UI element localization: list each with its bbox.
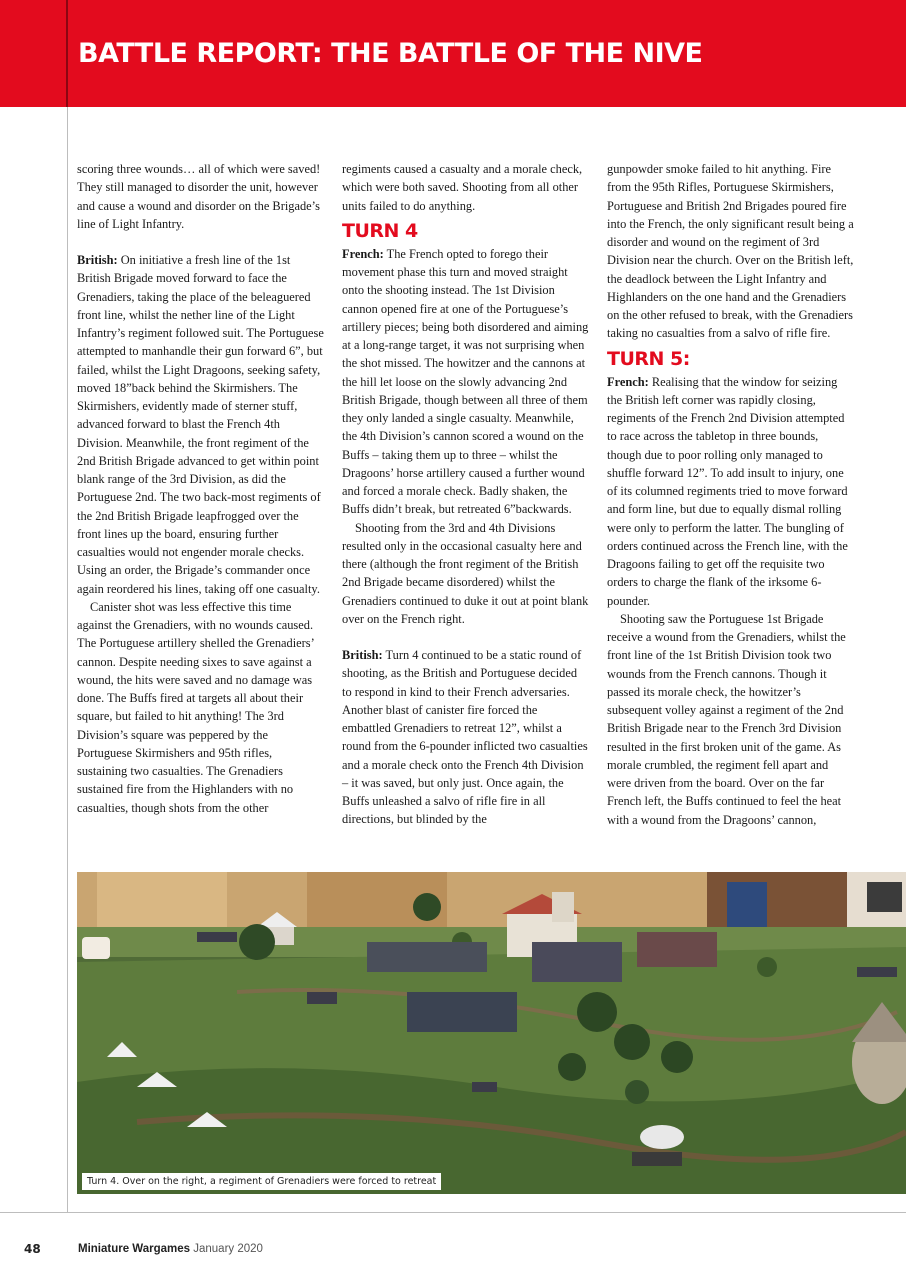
side-label: French: (607, 374, 649, 389)
text-column-1 (77, 160, 324, 817)
page-number: 48 (24, 1242, 41, 1256)
left-margin-rule (67, 107, 68, 1212)
paragraph: British: Turn 4 continued to be a static round of shooting, as the British and Portuguese decided to respond in kind to their French adversaries. Another blast of canister fire forced the embattled Grenadiers to retreat 12”, whilst a round from the 6-pounder inflicted two casualties and a morale check onto the French 4th Division – it was saved, but only just. Once again, the Buffs unleashed a salvo of rifle fire in all directions, but blinded by the (342, 648, 588, 827)
banner-divider (66, 0, 68, 107)
paragraph: French: The French opted to forego their movement phase this turn and moved straight onto the shooting instead. The 1st Division cannon opened fire at one of the Portuguese’s artillery pieces; being both disordered and aiming at a long-range target, it was not surprising when the shot missed. The howitzer and the cannons at the hill let loose on the slowly advancing 2nd British Brigade, though between all three of them they only landed a single casualty. Meanwhile, the 4th Division’s cannon scored a wound on the Buffs – taking them up to three – whilst the Dragoons’ horse artillery caused a further wound and forced a morale check. Badly shaken, the Buffs didn’t break, but retreated 6”backwards. (342, 246, 589, 517)
issue-date: January 2020 (193, 1243, 263, 1255)
text-column-2 (342, 160, 589, 829)
title-banner (0, 0, 906, 107)
paragraph: French: Realising that the window for seizing the British left corner was rapidly closing, regiments of the French 2nd Division attempted to race across the tabletop in three bounds, though due to poor rolling only managed to shuffle forward 12”. To add insult to injury, one of its columned regiments tried to move forward and form line, but due to equally dismal rolling were only to perform the latter. The bungling of orders continued across the French line, with the Dragoons failing to get off the requisite two orders to charge the flank of the irksome 6-pounder. (607, 374, 848, 608)
side-label: French: (342, 246, 384, 261)
side-label: British: (342, 648, 383, 662)
photo-caption: Turn 4. Over on the right, a regiment of Grenadiers were forced to retreat (82, 1173, 441, 1190)
section-heading: TURN 4 (342, 219, 418, 242)
wargame-table-illustration (77, 872, 906, 1194)
magazine-credit (78, 1243, 263, 1255)
paragraph: Canister shot was less effective this time against the Grenadiers, with no wounds caused. The Portuguese artillery shelled the Grenadiers’ cannon. Despite needing sixes to save against a wound, the hits were saved and no damage was done. The Buffs fired at targets all about their square, but failed to hit anything! The 3rd Division’s square was peppered by the Portuguese Skirmishers and 95th rifles, sustaining two casualties. The Grenadiers sustained fire from the Highlanders with no casualties, though shots from the other (77, 599, 314, 815)
paragraph: scoring three wounds… all of which were saved! They still managed to disorder the unit, however and cause a wound and disorder on the Brigade’s line of Light Infantry. (77, 162, 321, 231)
section-heading: TURN 5: (607, 347, 690, 370)
paragraph: British: On initiative a fresh line of the 1st British Brigade moved forward to face the Grenadiers, taking the place of the beleaguered front line, whilst the nether line of the Light Infantry’s regiment followed suit. The Portuguese attempted to manhandle their gun forward 6”, but failed, whilst the Light Dragoons, seeking safety, moved 18”back behind the Skirmishers. The Skirmishers, evidently made of sterner stuff, advanced forward to blast the French 4th Division. Meanwhile, the front regiment of the 2nd British Brigade advanced to get within point blank range of the 3rd Division, as did the Portuguese 2nd. The two back-most regiments of the 2nd British Brigade leapfrogged over the front lines up the board, ensuring further casualties would not engender morale checks. Using an order, the Brigade’s commander once again reordered his lines, taking off one casualty. (77, 253, 324, 596)
text-column-3 (607, 160, 854, 829)
paragraph: regiments caused a casualty and a morale check, which were both saved. Shooting from all other units failed to do anything. (342, 162, 583, 213)
paragraph: Shooting from the 3rd and 4th Divisions resulted only in the occasional casualty here and there (although the front regiment of the British 2nd Brigade became disordered) whilst the Grenadiers continued to duke it out at point blank over on the French right. (342, 520, 589, 626)
side-label: British: (77, 253, 118, 267)
magazine-name: Miniature Wargames (78, 1243, 191, 1255)
battle-photo (77, 872, 906, 1194)
paragraph: Shooting saw the Portuguese 1st Brigade receive a wound from the Grenadiers, whilst the front line of the 1st British Division took two wounds from the French cannons. Though it passed its morale check, the howitzer’s subsequent volley against a regiment of the 2nd British Brigade near to the French 3rd Division resulted in the first broken unit of the game. As morale crumbled, the regiment fell apart and were driven from the board. Over on the far French left, the Buffs continued to feel the heat with a wound from the Dragoons’ cannon, (607, 611, 846, 827)
paragraph: gunpowder smoke failed to hit anything. Fire from the 95th Rifles, Portuguese Skirmishers, Portuguese and British 2nd Brigades poured fire into the French, the only significant result being a disorder and wound on the regiment of 3rd Division near the church. Over on the British left, the deadlock between the Light Infantry and Highlanders on the one hand and the Grenadiers on the other refused to break, with the Grenadiers taking no casualties from a salvo of rifle fire. (607, 162, 854, 341)
page-title: BATTLE REPORT: THE BATTLE OF THE NIVE (78, 38, 703, 69)
footer-rule (0, 1212, 906, 1213)
